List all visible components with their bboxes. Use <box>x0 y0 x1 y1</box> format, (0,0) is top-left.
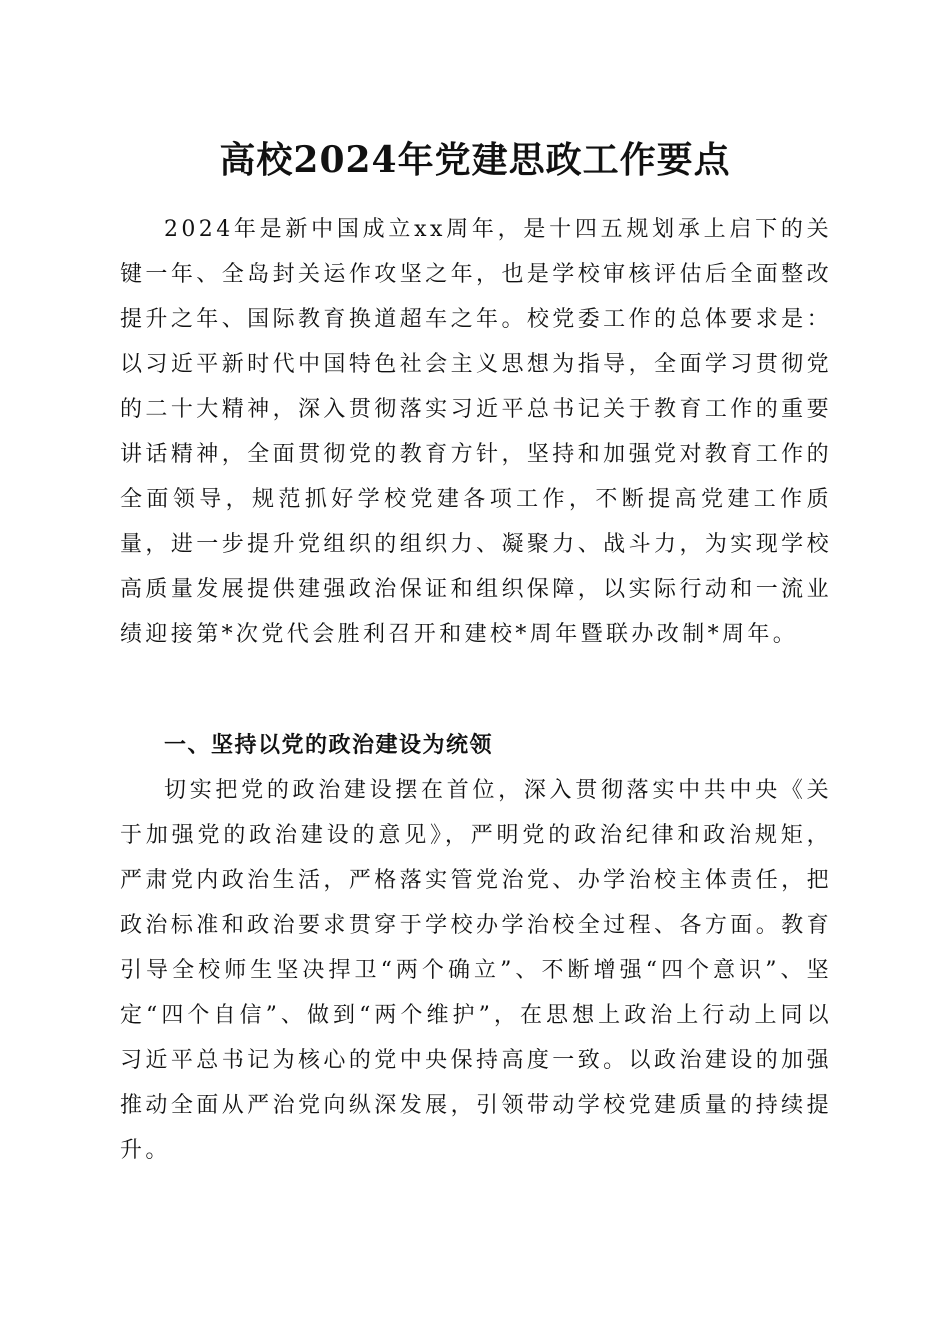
section-1-paragraph: 切实把党的政治建设摆在首位，深入贯彻落实中共中央《关于加强党的政治建设的意见》，严明党的政治纪律和政治规矩，严肃党内政治生活，严格落实管党治党、办学治校主体责任，把政治标准和政治要求贯穿于学校办学治校全过程、各方面。教育引导全校师生坚决捍卫“两个确立”、不断增强“四个意识”、坚定“四个自信”、做到“两个维护”，在思想上政治上行动上同以习近平总书记为核心的党中央保持高度一致。以政治建设的加强推动全面从严治党向纵深发展，引领带动学校党建质量的持续提升。 <box>120 778 832 1163</box>
section-heading-1: 一、坚持以党的政治建设为统领 <box>164 733 494 758</box>
document-title: 高校2024年党建思政工作要点 <box>219 139 731 181</box>
intro-paragraph: 2024年是新中国成立xx周年，是十四五规划承上启下的关键一年、全岛封关运作攻坚之年，也是学校审核评估后全面整改提升之年、国际教育换道超车之年。校党委工作的总体要求是：以习近平新时代中国特色社会主义思想为指导，全面学习贯彻党的二十大精神，深入贯彻落实习近平总书记关于教育工作的重要讲话精神，全面贯彻党的教育方针，坚持和加强党对教育工作的全面领导，规范抓好学校党建各项工作，不断提高党建工作质量，进一步提升党组织的组织力、凝聚力、战斗力，为实现学校高质量发展提供建强政治保证和组织保障，以实际行动和一流业绩迎接第*次党代会胜利召开和建校*周年暨联办改制*周年。 <box>120 217 832 647</box>
